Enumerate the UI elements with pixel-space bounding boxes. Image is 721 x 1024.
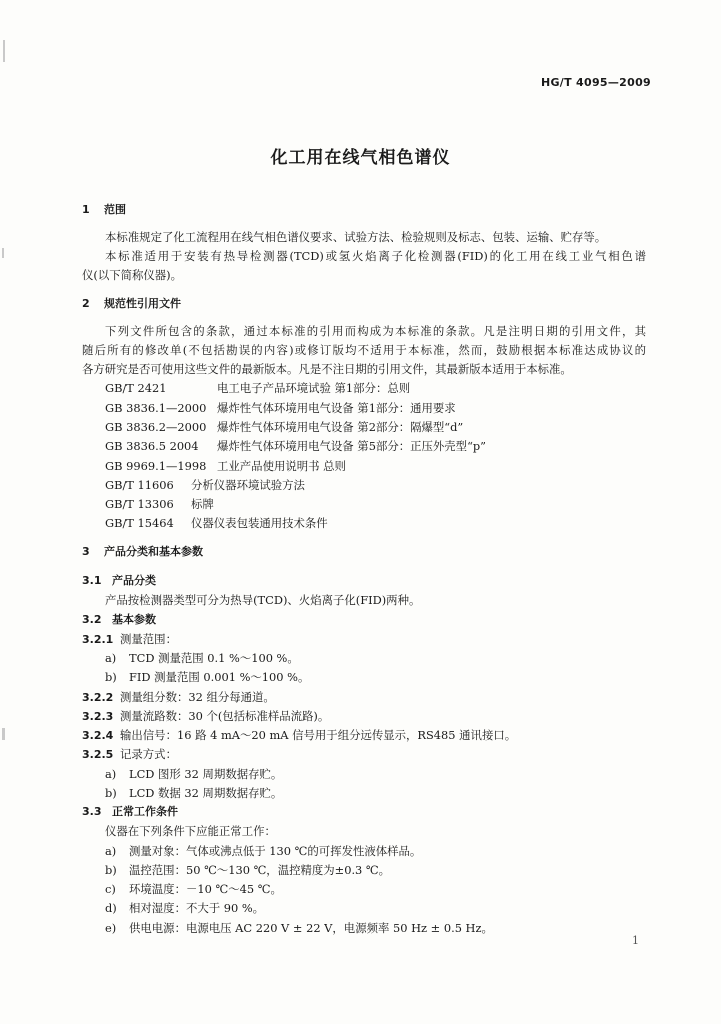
section-1-para-1: 本标准规定了化工流程用在线气相色谱仪要求、试验方法、检验规则及标志、包装、运输、贮存等。 — [105, 230, 607, 244]
list-item: a) TCD 测量范围 0.1 %～100 %。 — [105, 651, 299, 665]
section-3-3-intro: 仪器在下列条件下应能正常工作： — [105, 824, 276, 838]
section-2-para-line-1: 下列文件所包含的条款，通过本标准的引用而构成为本标准的条款。凡是注明日期的引用文件，其 — [105, 324, 646, 338]
section-3-2-1: 3.2.1 测量范围： — [82, 632, 177, 646]
scan-speck — [2, 728, 5, 740]
section-1-para-2-line-1: 本标准适用于安装有热导检测器(TCD)或氢火焰离子化检测器(FID)的化工用在线工业气相色谱 — [105, 249, 646, 263]
section-3-1-text: 产品按检测器类型可分为热导(TCD)、火焰离子化(FID)两种。 — [105, 593, 421, 607]
section-3-3-heading: 3.3 正常工作条件 — [82, 805, 178, 818]
section-2-para-line-3: 各方研究是否可使用这些文件的最新版本。凡是不注日期的引用文件，其最新版本适用于本标准。 — [82, 362, 572, 376]
section-3-2-5: 3.2.5 记录方式： — [82, 747, 177, 761]
reference-item: GB 3836.5 2004 爆炸性气体环境用电气设备 第5部分：正压外壳型“p” — [105, 439, 487, 453]
section-3-2-2: 3.2.2 测量组分数：32 组分每通道。 — [82, 690, 275, 704]
list-item: b) 温控范围：50 ℃～130 ℃，温控精度为±0.3 ℃。 — [105, 863, 391, 877]
list-item: b) LCD 数据 32 周期数据存贮。 — [105, 786, 283, 800]
page-title: 化工用在线气相色谱仪 — [270, 148, 451, 168]
list-item: b) FID 测量范围 0.001 %～100 %。 — [105, 670, 310, 684]
reference-item: GB 9969.1—1998 工业产品使用说明书 总则 — [105, 459, 346, 473]
reference-item: GB/T 2421 电工电子产品环境试验 第1部分：总则 — [105, 381, 411, 395]
section-1-heading: 1 范围 — [82, 203, 126, 216]
list-item: e) 供电电源：电源电压 AC 220 V ± 22 V，电源频率 50 Hz ± 0.5 Hz。 — [105, 921, 493, 935]
scan-speck — [2, 248, 4, 258]
section-3-2-3: 3.2.3 测量流路数：30 个(包括标准样品流路)。 — [82, 709, 330, 723]
list-item: c) 环境温度：－10 ℃～45 ℃。 — [105, 882, 282, 896]
section-3-heading: 3 产品分类和基本参数 — [82, 545, 203, 558]
page-number: 1 — [632, 934, 639, 947]
reference-item: GB 3836.1—2000 爆炸性气体环境用电气设备 第1部分：通用要求 — [105, 401, 456, 415]
list-item: a) 测量对象：气体或沸点低于 130 ℃的可挥发性液体样品。 — [105, 844, 422, 858]
section-2-heading: 2 规范性引用文件 — [82, 297, 181, 310]
reference-item: GB/T 13306 标牌 — [105, 497, 214, 511]
section-3-1-heading: 3.1 产品分类 — [82, 574, 156, 587]
list-item: d) 相对湿度：不大于 90 %。 — [105, 901, 265, 915]
section-3-2-4: 3.2.4 输出信号：16 路 4 mA～20 mA 信号用于组分远传显示，RS485 通讯接口。 — [82, 728, 517, 742]
section-1-para-2-line-2: 仪(以下简称仪器)。 — [82, 268, 183, 282]
reference-item: GB 3836.2—2000 爆炸性气体环境用电气设备 第2部分：隔爆型“d” — [105, 420, 464, 434]
section-2-para-line-2: 随后所有的修改单(不包括勘误的内容)或修订版均不适用于本标准，然而，鼓励根据本标准达成协议的 — [82, 343, 646, 357]
reference-item: GB/T 15464 仪器仪表包装通用技术条件 — [105, 516, 328, 530]
standard-code: HG/T 4095—2009 — [540, 76, 651, 89]
reference-item: GB/T 11606 分析仪器环境试验方法 — [105, 478, 305, 492]
scan-speck — [3, 40, 5, 62]
list-item: a) LCD 图形 32 周期数据存贮。 — [105, 767, 283, 781]
section-3-2-heading: 3.2 基本参数 — [82, 613, 156, 626]
